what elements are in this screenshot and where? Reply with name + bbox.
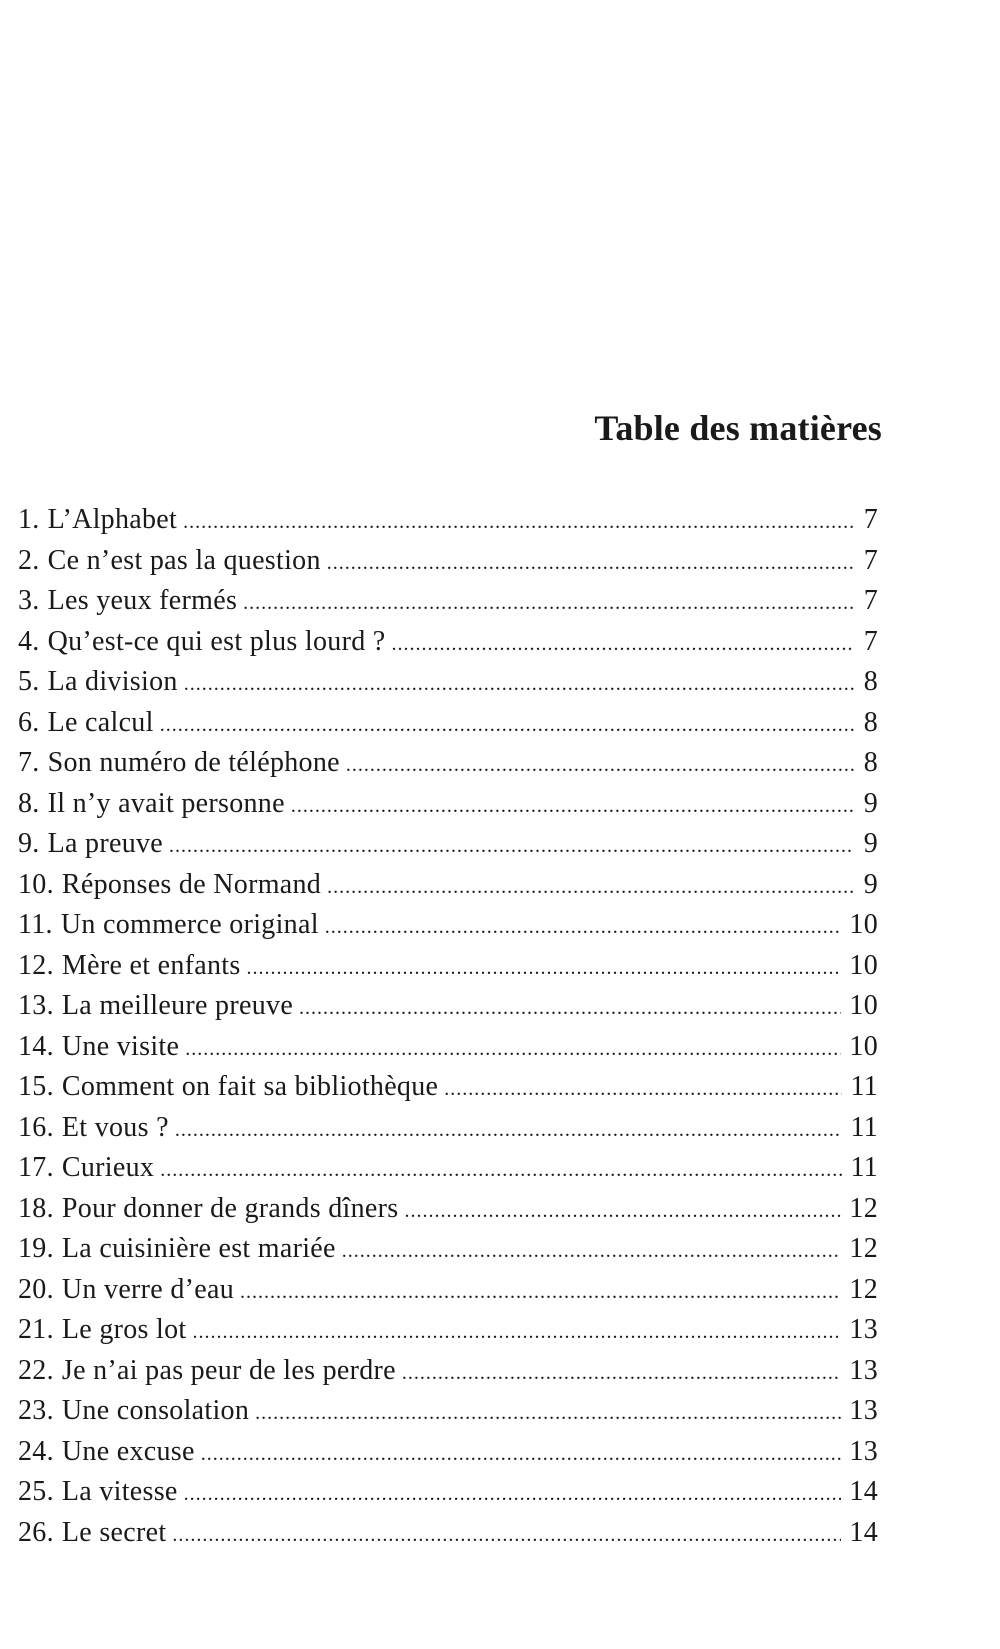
toc-entry-number: 6. xyxy=(18,706,40,738)
toc-entry[interactable] xyxy=(18,581,878,622)
dot-leader xyxy=(255,1393,841,1433)
toc-entry-title: Il n’y avait personne xyxy=(47,787,285,819)
toc-entry[interactable] xyxy=(18,905,878,946)
dot-leader xyxy=(172,1515,841,1555)
toc-entry-page: 9 xyxy=(863,868,878,900)
toc-entry-number: 20. xyxy=(18,1273,54,1305)
toc-entry[interactable] xyxy=(18,1189,878,1230)
dot-leader xyxy=(325,907,842,947)
toc-entry-number: 23. xyxy=(18,1395,54,1426)
toc-entry-page: 10 xyxy=(849,909,878,940)
toc-entry[interactable] xyxy=(18,703,878,744)
dot-leader xyxy=(342,1231,842,1271)
toc-entry[interactable] xyxy=(18,1351,878,1392)
toc-entry-page: 9 xyxy=(863,828,878,859)
toc-entry-title: Un commerce original xyxy=(60,909,319,940)
toc-entry-number: 19. xyxy=(18,1233,54,1264)
toc-entry-title: Réponses de Normand xyxy=(61,868,322,900)
toc-entry-title: La meilleure preuve xyxy=(61,990,294,1021)
toc-entry-page: 8 xyxy=(863,666,878,697)
toc-entry-page: 13 xyxy=(849,1435,878,1467)
toc-entry-page: 12 xyxy=(849,1192,878,1224)
toc-entry-number: 12. xyxy=(18,949,54,981)
toc-entry-title: La division xyxy=(47,666,178,697)
toc-entry-title: La vitesse xyxy=(61,1476,178,1507)
toc-entry-number: 15. xyxy=(18,1071,54,1102)
toc-entry-title: Mère et enfants xyxy=(61,949,241,981)
toc-entry-number: 14. xyxy=(18,1030,54,1062)
dot-leader xyxy=(392,624,854,664)
toc-entry-number: 17. xyxy=(18,1152,54,1183)
toc-entry-page: 14 xyxy=(849,1516,878,1548)
toc-entry[interactable] xyxy=(18,1310,878,1351)
toc-entry-page: 8 xyxy=(863,747,878,778)
toc-entry-title: Une consolation xyxy=(61,1395,250,1426)
dot-leader xyxy=(247,948,842,988)
toc-entry-title: Et vous ? xyxy=(61,1111,169,1143)
dot-leader xyxy=(346,745,854,785)
toc-entry-number: 18. xyxy=(18,1192,54,1224)
toc-entry-page: 12 xyxy=(849,1233,878,1264)
toc-entry-number: 22. xyxy=(18,1354,54,1386)
toc-entry-number: 21. xyxy=(18,1314,54,1345)
toc-entry[interactable] xyxy=(18,743,878,784)
toc-entry-page: 8 xyxy=(863,706,878,738)
toc-entry-page: 9 xyxy=(863,787,878,819)
toc-entry-number: 26. xyxy=(18,1516,54,1548)
toc-entry-number: 11. xyxy=(18,909,53,940)
dot-leader xyxy=(184,664,854,704)
dot-leader xyxy=(444,1069,842,1109)
toc-entry-number: 1. xyxy=(18,504,40,535)
toc-entry-title: Qu’est-ce qui est plus lourd ? xyxy=(47,625,386,657)
dot-leader xyxy=(160,1150,842,1190)
toc-entry-page: 10 xyxy=(849,990,878,1021)
toc-entry[interactable] xyxy=(18,1270,878,1311)
toc-entry-number: 2. xyxy=(18,544,40,576)
dot-leader xyxy=(169,826,854,866)
toc-entry[interactable] xyxy=(18,865,878,906)
toc-entry-number: 5. xyxy=(18,666,40,697)
toc-entry-number: 13. xyxy=(18,990,54,1021)
toc-entry-title: Son numéro de téléphone xyxy=(47,747,340,778)
toc-entry-number: 3. xyxy=(18,585,40,616)
dot-leader xyxy=(243,583,854,623)
toc-entry-page: 10 xyxy=(849,949,878,981)
toc-entry-page: 13 xyxy=(849,1395,878,1426)
toc-entry[interactable] xyxy=(18,1513,878,1554)
toc-entry-title: Le secret xyxy=(61,1516,167,1548)
toc-entry-number: 9. xyxy=(18,828,40,859)
toc-entry[interactable] xyxy=(18,986,878,1027)
toc-entry-title: Ce n’est pas la question xyxy=(47,544,321,576)
toc-entry-page: 7 xyxy=(863,544,878,576)
table-of-contents xyxy=(18,500,878,1553)
dot-leader xyxy=(160,705,854,745)
dot-leader xyxy=(402,1353,842,1393)
toc-entry[interactable] xyxy=(18,500,878,541)
toc-entry[interactable] xyxy=(18,1148,878,1189)
dot-leader xyxy=(193,1312,842,1352)
toc-entry-page: 7 xyxy=(863,585,878,616)
toc-entry-title: La preuve xyxy=(47,828,164,859)
toc-entry-title: La cuisinière est mariée xyxy=(61,1233,336,1264)
toc-entry[interactable] xyxy=(18,946,878,987)
toc-entry-page: 11 xyxy=(850,1111,878,1143)
toc-entry-title: Pour donner de grands dîners xyxy=(61,1192,399,1224)
page-title: Table des matières xyxy=(594,408,882,448)
toc-entry-title: Curieux xyxy=(61,1152,155,1183)
toc-entry-page: 10 xyxy=(849,1030,878,1062)
toc-entry-number: 7. xyxy=(18,747,40,778)
toc-entry[interactable] xyxy=(18,1472,878,1513)
toc-entry-page: 7 xyxy=(863,625,878,657)
toc-entry-title: Le calcul xyxy=(47,706,154,738)
toc-entry-page: 14 xyxy=(849,1476,878,1507)
toc-entry-title: Une excuse xyxy=(61,1435,195,1467)
toc-entry[interactable] xyxy=(18,662,878,703)
toc-entry-title: Je n’ai pas peur de les perdre xyxy=(61,1354,396,1386)
toc-entry-title: L’Alphabet xyxy=(47,504,178,535)
dot-leader xyxy=(175,1110,843,1150)
toc-entry-page: 12 xyxy=(849,1273,878,1305)
toc-entry-title: Comment on fait sa bibliothèque xyxy=(61,1071,439,1102)
toc-entry-title: Le gros lot xyxy=(61,1314,187,1345)
toc-entry[interactable] xyxy=(18,1391,878,1432)
dot-leader xyxy=(201,1434,842,1474)
dot-leader xyxy=(299,988,841,1028)
toc-entry[interactable] xyxy=(18,622,878,663)
dot-leader xyxy=(327,867,854,907)
toc-entry-page: 7 xyxy=(863,504,878,535)
toc-entry[interactable] xyxy=(18,784,878,825)
toc-entry[interactable] xyxy=(18,1108,878,1149)
toc-entry-title: Les yeux fermés xyxy=(47,585,238,616)
toc-entry-number: 24. xyxy=(18,1435,54,1467)
toc-entry-title: Un verre d’eau xyxy=(61,1273,235,1305)
toc-entry-number: 10. xyxy=(18,868,54,900)
dot-leader xyxy=(185,1029,841,1069)
toc-entry[interactable] xyxy=(18,1432,878,1473)
toc-entry-page: 11 xyxy=(850,1152,878,1183)
dot-leader xyxy=(327,543,854,583)
toc-entry-title: Une visite xyxy=(61,1030,180,1062)
toc-entry-page: 11 xyxy=(850,1071,878,1102)
toc-entry-page: 13 xyxy=(849,1314,878,1345)
toc-entry[interactable] xyxy=(18,541,878,582)
toc-entry[interactable] xyxy=(18,1027,878,1068)
toc-entry-number: 16. xyxy=(18,1111,54,1143)
toc-entry[interactable] xyxy=(18,824,878,865)
toc-entry-number: 8. xyxy=(18,787,40,819)
toc-entry[interactable] xyxy=(18,1229,878,1270)
dot-leader xyxy=(291,786,854,826)
dot-leader xyxy=(240,1272,841,1312)
toc-entry-page: 13 xyxy=(849,1354,878,1386)
dot-leader xyxy=(184,1474,842,1514)
toc-entry-number: 25. xyxy=(18,1476,54,1507)
dot-leader xyxy=(404,1191,841,1231)
dot-leader xyxy=(183,502,854,542)
toc-entry[interactable] xyxy=(18,1067,878,1108)
toc-entry-number: 4. xyxy=(18,625,40,657)
